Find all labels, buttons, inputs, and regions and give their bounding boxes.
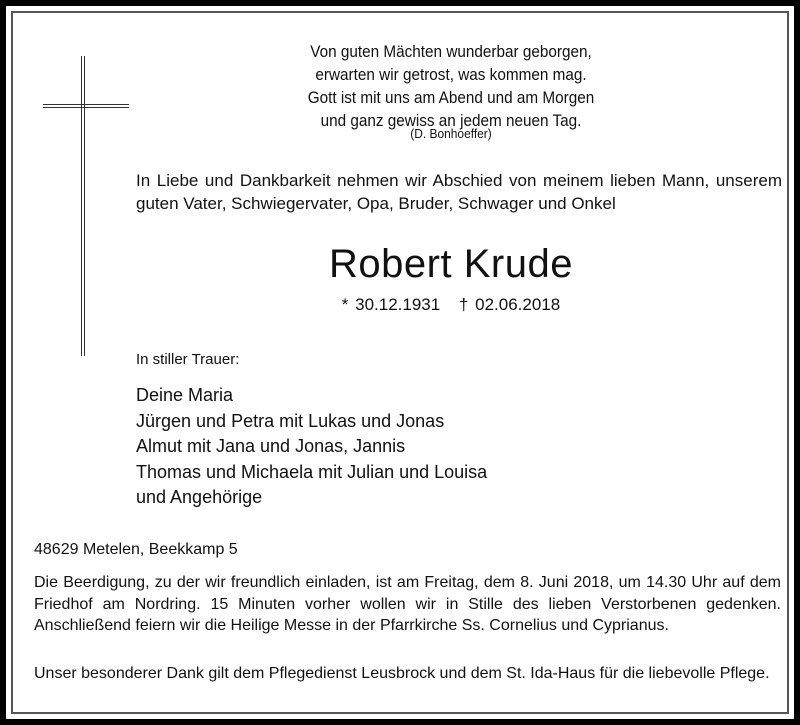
life-dates (136, 295, 766, 315)
deceased-name: Robert Krude (329, 242, 573, 286)
death-date: † 02.06.2018 (458, 295, 561, 314)
verse-line: Von guten Mächten wunderbar geborgen, (310, 42, 592, 61)
address: 48629 Metelen, Beekkamp 5 (34, 541, 238, 558)
mourner-line: und Angehörige (136, 487, 263, 507)
verse-line: erwarten wir getrost, was kommen mag. (315, 65, 587, 84)
mourner-line: Jürgen und Petra mit Lukas und Jonas (136, 410, 445, 431)
mourner-line: Almut mit Jana und Jonas, Jannis (136, 436, 406, 456)
obituary-notice (6, 6, 794, 719)
birth-date: * 30.12.1931 (341, 295, 441, 314)
mourners-heading: In stiller Trauer: (136, 351, 240, 368)
verse-line: und ganz gewiss an jedem neuen Tag. (320, 111, 582, 130)
mourners-list (136, 383, 487, 511)
verse-line: Gott ist mit uns am Abend und am Morgen (307, 88, 595, 107)
mourner-line: Deine Maria (136, 385, 234, 405)
verse (168, 40, 735, 132)
verse-source: (D. Bonhoeffer) (410, 126, 492, 141)
intro-text: In Liebe und Dankbarkeit nehmen wir Abschied von meinem lieben Mann, unserem guten Vater, Schwiegervater, Opa, Bruder, Schwager und Onkel (136, 171, 782, 213)
mourner-line: Thomas und Michaela mit Julian und Louisa (136, 461, 488, 482)
thanks-text: Unser besonderer Dank gilt dem Pflegedienst Leusbrock und dem St. Ida-Haus für die liebevolle Pflege. (34, 665, 770, 682)
funeral-info: Die Beerdigung, zu der wir freundlich einladen, ist am Freitag, dem 8. Juni 2018, um 14.30 Uhr auf dem Friedhof am Nordring. 15 Minuten vorher wollen wir in Stille des lieben Verstorbenen gedenken. Anschließend feiern wir die Heilige Messe in der Pfarrkirche Ss. Cornelius und Cyprianus. (34, 574, 781, 634)
